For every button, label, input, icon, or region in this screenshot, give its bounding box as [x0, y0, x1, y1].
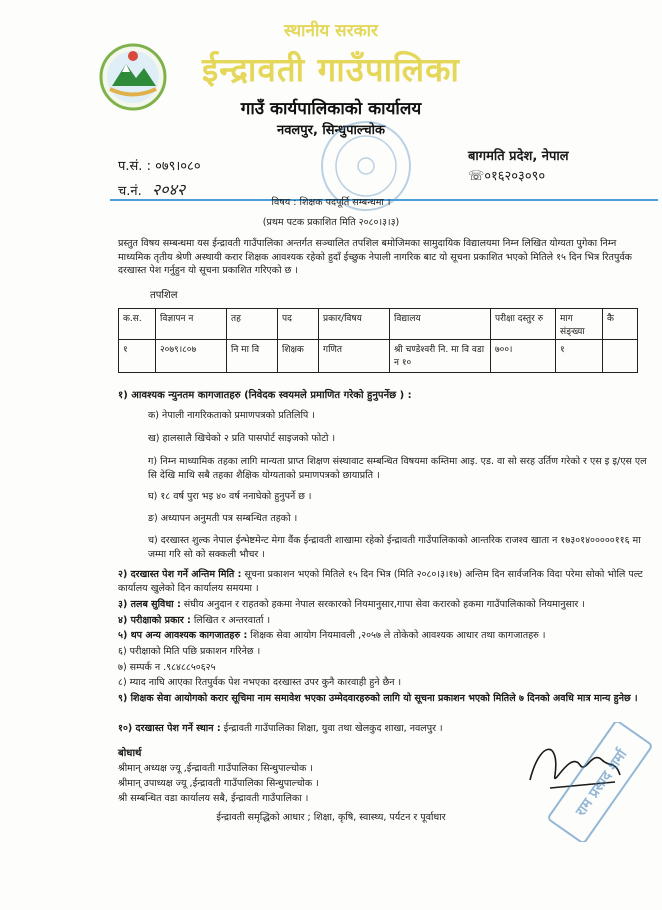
col-fee: परीक्षा दस्तुर रु [491, 309, 556, 340]
point-label: ४) परीक्षाको प्रकार : [118, 615, 191, 626]
point-label: १०) दरखास्त पेश गर्ने स्थान : [118, 723, 221, 734]
phone-number: ☏०१६२०३०९० [468, 169, 546, 184]
seal-text: राम प्रसाद शर्मा [572, 746, 631, 820]
point-text: संघीय अनुदान र राहतको हकमा नेपाल सरकारको नियमानुसार,गापा सेवा करारको हकमा गाउँपालिकाको नियमानुसार । [180, 599, 585, 610]
point-5 [118, 629, 658, 643]
point-4 [118, 614, 658, 628]
cell-remarks [603, 340, 638, 373]
requirement-item: ङ) अध्यापन अनुमती पत्र सम्बन्धित तहको । [148, 513, 298, 524]
col-type: प्रकार/विषय [319, 309, 390, 340]
cn-label: च.नं. [118, 184, 142, 199]
province-text: बागमति प्रदेश, नेपाल [468, 149, 569, 164]
tapsil-label: तपशिल [150, 290, 178, 301]
point-3 [118, 598, 658, 612]
cell-type: गणित [319, 340, 390, 373]
col-ad-no: विज्ञापन न [156, 309, 227, 340]
cell-fee: ७००। [491, 340, 556, 373]
published-date: (प्रथम पटक प्रकाशित मिति २०८०।३।३) [262, 217, 400, 228]
point-label: ५) थप अन्य आवश्यक कागजातहरु : [118, 630, 248, 641]
point-text: लिखित र अन्तरवार्ता । [190, 615, 271, 626]
cell-school: श्री चण्डेश्वरी नि. मा वि वडा न १० [390, 340, 491, 373]
point-2 [118, 568, 658, 595]
header-subtitle: स्थानीय सरकार [283, 21, 378, 41]
point-6 [118, 645, 658, 659]
point-label: ९) शिक्षक सेवा आयोगको करार सूचिमा नाम समावेश भएका उम्मेदवारहरुको लागि यो सूचना प्रकाशन भएको मितिले ७ दिनको अवधि मात्र मान्य हुनेछ । [118, 693, 638, 704]
subject-line: विषय : शिक्षक पदपूर्ति सम्बन्धमा । [271, 197, 391, 208]
point-text: शिक्षक सेवा आयोग नियमावली ,२०५७ ले तोकेको आवश्यक आधार तथा कागजातहरु । [247, 630, 546, 641]
requirement-item: ग) निम्न माध्यामिक तहका लागि मान्यता प्राप्त शिक्षण संस्थावाट सम्बन्धित विषयमा कम्तिमा आइ. एड. वा सो सरह उर्तिण गरेको र एस इ इ/एस एल सि देखि माथि सबै तहका शैक्षिक योग्यताको प्रमाणपत्रको छायाप्रति । [148, 456, 647, 481]
footer-slogan: ईन्द्रावती समृद्धिको आधार ; शिक्षा, कृषि, स्वास्थ्य, पर्यटन र पूर्वाधार [216, 812, 446, 823]
requirement-item: च) दरखास्त शुल्क नेपाल ईन्भेष्टमेन्ट मेगा वैंक ईन्द्रावती शाखामा रहेको ईन्द्रावती गाउँपालिकाको आन्तरिक राजश्व खाता न १७३०१४०००००११६ मा जम्मा गरि सो को सक्कली भौचर । [148, 535, 641, 560]
point-text: ८) म्याद नाघि आएका रितपुर्वक पेश नभएका दरखास्त उपर कुनै कारवाही हुने छैन । [118, 677, 402, 688]
col-school: विद्यालय [390, 309, 491, 340]
requirements-title: १) आवश्यक न्युनतम कागजातहरु (निवेदक स्वयमले प्रमाणित गरेको हुनुपर्नेछ ) : [118, 390, 412, 401]
point-8 [118, 676, 658, 690]
col-level: तह [227, 309, 278, 340]
vacancy-table [118, 308, 638, 373]
ps-label: प.सं. : [118, 159, 151, 174]
cc-line: श्री सम्बन्धित वडा कार्यालय सबै, ईन्द्रावती गाउँपालिका । [118, 793, 309, 804]
cc-line: श्रीमान् अध्यक्ष ज्यू ,ईन्द्रावती गाउँपालिका सिन्धुपाल्चोक । [118, 763, 313, 774]
municipality-name: ईन्द्रावती गाउँपालिका [202, 50, 460, 89]
point-label: २) दरखास्त पेश गर्ने अन्तिम मिति : [118, 569, 242, 580]
col-sn: क.स. [119, 309, 156, 340]
col-post: पद [278, 309, 319, 340]
cell-level: नि मा वि [227, 340, 278, 373]
point-label: ३) तलब सुविधा : [118, 599, 181, 610]
cell-count: १ [556, 340, 603, 373]
cn-handwritten-value: २०४२ [151, 180, 186, 199]
ps-value: ०७९।०८० [155, 159, 201, 174]
point-7 [118, 661, 658, 675]
point-text: ७) सम्पर्क न .९८४८८५०६२५ [118, 662, 216, 673]
requirement-item: क) नेपाली नागरिकताको प्रमाणपत्रको प्रतिलिपि । [148, 410, 315, 421]
reference-ps [118, 156, 201, 174]
col-count: माग संङ्ख्या [556, 309, 603, 340]
requirement-item: ख) हालसालै खिचेको २ प्रति पासपोर्ट साइजको फोटो । [148, 433, 336, 444]
cc-line: श्रीमान् उपाध्यक्ष ज्यू ,ईन्द्रावती गाउँपालिका सिन्धुपाल्चोक । [118, 778, 319, 789]
table-header-row [119, 309, 638, 340]
cell-post: शिक्षक [278, 340, 319, 373]
name-seal [535, 722, 662, 842]
cc-title: बोधार्थ [118, 748, 142, 759]
intro-paragraph: प्रस्तुत विषय सम्बन्धमा यस ईन्द्रावती गाउँपालिका अन्तर्गत सञ्चालित तपशिल बमोजिमका सामुदायिक विद्यालयमा निम्न लिखित योग्यता पुगेका निम्न माध्यमिक तृतीय श्रेणी अस्थायी करार शिक्षक आवश्यक रहेको हुदाँ ईच्छुक नेपाली नागरिक बाट यो सूचना प्रकाशित भएको मितिले १५ दिन भित्र रितपुर्वक दरखास्त पेश गर्नुहुन यो सूचना प्रकाशित गरिएको छ । [118, 238, 632, 276]
cell-sn: १ [119, 340, 156, 373]
office-address: नवलपुर, सिन्धुपाल्चोक [276, 123, 386, 138]
point-text: ईन्द्रावती गाउँपालिका शिक्षा, युवा तथा खेलकुद शाखा, नवलपुर । [220, 723, 443, 734]
cell-ad-no: २०७९।८०७ [156, 340, 227, 373]
table-row [119, 340, 638, 373]
point-text: ६) परीक्षाको मिति पछि प्रकाशन गरिनेछ । [118, 646, 261, 657]
point-text: सूचना प्रकाशन भएको मितिले १५ दिन भित्र (मिति २०८०।३।१७) अन्तिम दिन सार्वजनिक विदा परेमा सोको भोलि पल्ट कार्यालय खुलेको दिन कार्यालय समयमा । [118, 569, 643, 594]
office-name: गाउँ कार्यपालिकाको कार्यालय [240, 99, 422, 119]
requirement-item: घ) १८ वर्ष पुरा भइ ४० वर्ष ननाघेको हुनुपर्ने छ । [148, 491, 312, 502]
point-9 [118, 692, 658, 706]
col-remarks: कै [603, 309, 638, 340]
